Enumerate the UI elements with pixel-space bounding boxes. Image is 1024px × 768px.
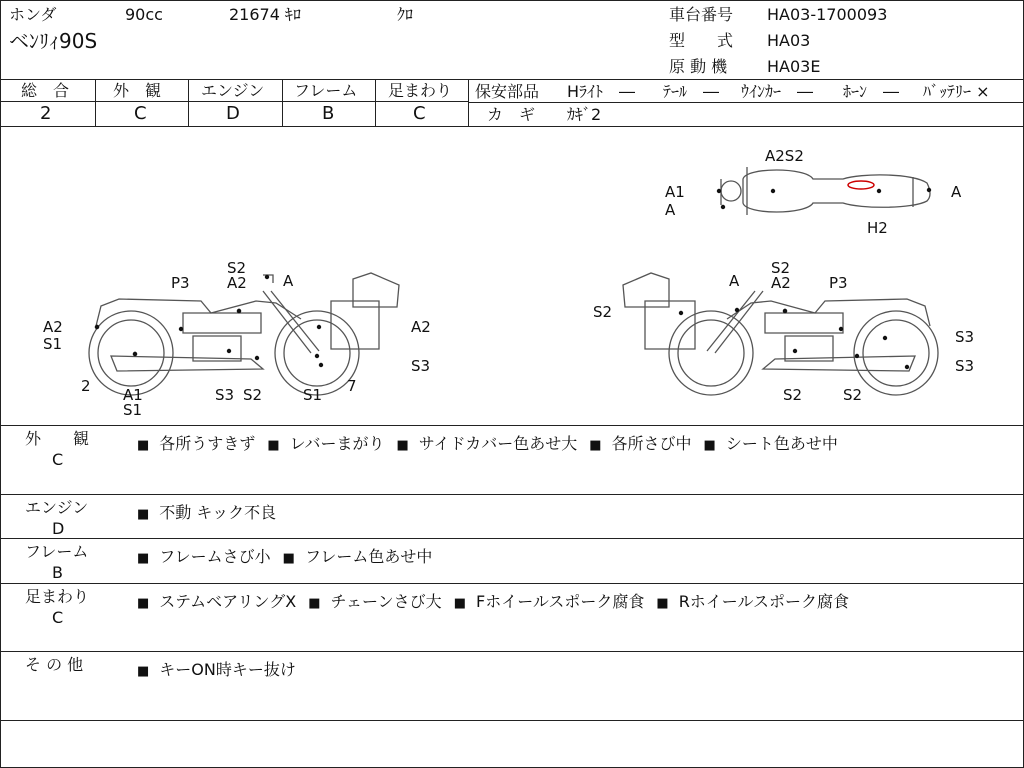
rule-ratings-mid xyxy=(1,101,469,102)
diagram-point-marker xyxy=(319,363,323,367)
note-items xyxy=(137,657,308,680)
rating-value-frame: B xyxy=(322,103,335,124)
diagram-point-marker xyxy=(839,327,843,331)
diagram-label-top: H2 xyxy=(867,219,888,237)
note-category: 足まわり xyxy=(25,587,90,606)
bullet-icon: ■ xyxy=(453,596,466,611)
note-items xyxy=(137,500,288,523)
note-item: サイドカバー色あせ大 xyxy=(418,434,578,453)
note-item: ステムベアリングX xyxy=(159,592,297,611)
diagram-label-right: S2 xyxy=(783,386,803,404)
diagram-label-right: A xyxy=(729,272,740,290)
diagram-label-left: S3 xyxy=(215,386,235,404)
diagram-point-marker xyxy=(227,349,231,353)
diagram-label-right: S3 xyxy=(955,357,975,375)
note-items xyxy=(137,589,861,612)
engine-label: 原 動 機 xyxy=(669,57,728,76)
safety-winker: ｳｲﾝｶｰ ― xyxy=(741,82,814,101)
diagram-label-top: A xyxy=(951,183,962,201)
diagram-label-right: A2 xyxy=(771,274,791,292)
diagram-point-marker xyxy=(793,349,797,353)
rating-label-engine: エンジン xyxy=(201,81,265,100)
diagram-point-marker xyxy=(237,309,241,313)
diagram-label-left: A1 xyxy=(123,386,143,404)
diagram-labels xyxy=(43,147,974,419)
diagram-label-left: P3 xyxy=(171,274,190,292)
diagram-label-left: S2 xyxy=(227,259,247,277)
diagram-label-left: 7 xyxy=(347,377,357,395)
diagram-point-marker xyxy=(179,327,183,331)
diagram-point-marker xyxy=(783,309,787,313)
rule-notes-1 xyxy=(1,494,1024,495)
diagram-label-right: P3 xyxy=(829,274,848,292)
rule-col-2 xyxy=(188,79,189,126)
note-grade: D xyxy=(52,519,65,538)
note-item: シート色あせ中 xyxy=(725,434,838,453)
diagram-point-marker xyxy=(877,189,881,193)
diagram-point-marker xyxy=(717,189,721,193)
displacement: 90cc xyxy=(125,5,163,24)
note-item: 各所うすきず xyxy=(159,434,256,453)
rule-safety-mid xyxy=(469,102,1024,103)
bullet-icon: ■ xyxy=(137,664,150,679)
diagram-label-top: A xyxy=(665,201,676,219)
note-category: そ の 他 xyxy=(25,655,84,674)
diagram-point-marker xyxy=(883,336,887,340)
diagram-label-right: S2 xyxy=(771,259,791,277)
diagram-point-marker xyxy=(255,356,259,360)
color: ｸﾛ xyxy=(397,5,414,24)
safety-horn: ﾎｰﾝ ― xyxy=(843,82,900,101)
diagram-point-marker xyxy=(771,189,775,193)
note-item: Rホイールスポーク腐食 xyxy=(678,592,850,611)
note-item: キーON時キー抜け xyxy=(159,660,296,679)
rule-notes-3 xyxy=(1,583,1024,584)
diagram-label-top: A1 xyxy=(665,183,685,201)
note-item: フレームさび小 xyxy=(159,547,271,566)
diagram-label-right: S3 xyxy=(955,328,975,346)
diagram-point-marker xyxy=(317,325,321,329)
engine-value: HA03E xyxy=(767,57,821,76)
rule-ratings-bottom xyxy=(1,126,1024,127)
mileage: 21674 ｷﾛ xyxy=(229,5,301,24)
note-item: フレーム色あせ中 xyxy=(304,547,433,566)
rule-col-5 xyxy=(468,79,469,126)
rule-notes-4 xyxy=(1,651,1024,652)
diagram-point-marker xyxy=(133,352,137,356)
rule-col-1 xyxy=(95,79,96,126)
note-item: 各所さび中 xyxy=(611,434,692,453)
type-label: 型 式 xyxy=(669,31,734,50)
rating-label-exterior: 外 観 xyxy=(113,81,162,100)
rule-notes-2 xyxy=(1,538,1024,539)
rating-value-suspension: C xyxy=(413,103,426,124)
note-grade: C xyxy=(52,608,64,627)
key-label: カ ギ xyxy=(487,105,536,124)
note-category: エンジン xyxy=(25,498,89,517)
bullet-icon: ■ xyxy=(137,596,150,611)
rating-label-frame: フレーム xyxy=(294,81,358,100)
diagram-label-right: S2 xyxy=(593,303,613,321)
diagram-point-marker xyxy=(679,311,683,315)
bullet-icon: ■ xyxy=(137,507,150,522)
note-category: 外 観 xyxy=(25,429,90,448)
diagram-label-left: S1 xyxy=(123,401,143,419)
note-items xyxy=(137,431,850,454)
maker: ホンダ xyxy=(9,5,57,24)
diagram-label-left: S1 xyxy=(43,335,63,353)
rule-top xyxy=(1,79,1024,80)
note-item: レバーまがり xyxy=(289,434,385,453)
rule-notes-5 xyxy=(1,720,1024,721)
type-value: HA03 xyxy=(767,31,811,50)
note-item: チェーンさび大 xyxy=(330,592,442,611)
rule-diagram-bottom xyxy=(1,425,1024,426)
bullet-icon: ■ xyxy=(267,438,280,453)
frame-no-label: 車台番号 xyxy=(669,5,734,24)
diagram-point-marker xyxy=(315,354,319,358)
rating-value-engine: D xyxy=(226,103,240,124)
note-items xyxy=(137,544,444,567)
diagram-label-left: S2 xyxy=(243,386,263,404)
diagram-point-marker xyxy=(265,275,269,279)
rule-col-4 xyxy=(375,79,376,126)
diagram-point-marker xyxy=(95,325,99,329)
rule-col-3 xyxy=(282,79,283,126)
safety-headlight: Hﾗｲﾄ ― xyxy=(567,82,636,101)
damage-diagram xyxy=(1,129,1024,425)
diagram-label-right: S2 xyxy=(843,386,863,404)
key-value: ｶｷﾞ2 xyxy=(567,105,602,124)
bullet-icon: ■ xyxy=(137,551,150,566)
rating-value-total: 2 xyxy=(40,103,52,124)
bullet-icon: ■ xyxy=(308,596,321,611)
note-category: フレーム xyxy=(25,542,89,561)
diagram-point-marker xyxy=(721,205,725,209)
note-item: 不動 キック不良 xyxy=(159,503,277,522)
note-item: Fホイールスポーク腐食 xyxy=(475,592,645,611)
diagram-label-top: A2S2 xyxy=(765,147,804,165)
rating-label-suspension: 足まわり xyxy=(388,81,453,100)
bullet-icon: ■ xyxy=(137,438,150,453)
diagram-label-left: A2 xyxy=(411,318,431,336)
diagram-point-marker xyxy=(735,308,739,312)
note-grade: B xyxy=(52,563,63,582)
diagram-label-left: S1 xyxy=(303,386,323,404)
safety-battery: ﾊﾞｯﾃﾘｰ × xyxy=(923,82,990,101)
diagram-point-marker xyxy=(905,365,909,369)
bullet-icon: ■ xyxy=(656,596,669,611)
diagram-label-left: A xyxy=(283,272,294,290)
safety-label: 保安部品 xyxy=(475,82,540,101)
motorcycle-top-view xyxy=(721,167,930,215)
diagram-label-left: S3 xyxy=(411,357,431,375)
safety-tail: ﾃｰﾙ ― xyxy=(663,82,720,101)
diagram-label-left: A2 xyxy=(227,274,247,292)
diagram-point-marker xyxy=(855,354,859,358)
frame-no: HA03-1700093 xyxy=(767,5,888,24)
model-name: ベﾝﾘｨ90S xyxy=(9,29,98,53)
damage-marker-red xyxy=(848,181,874,189)
diagram-label-left: 2 xyxy=(81,377,91,395)
diagram-label-left: A2 xyxy=(43,318,63,336)
note-grade: C xyxy=(52,450,64,469)
bullet-icon: ■ xyxy=(282,551,295,566)
bullet-icon: ■ xyxy=(589,438,602,453)
bullet-icon: ■ xyxy=(396,438,409,453)
rating-label-total: 総 合 xyxy=(21,81,70,100)
bullet-icon: ■ xyxy=(703,438,716,453)
rating-value-exterior: C xyxy=(134,103,147,124)
diagram-point-marker xyxy=(927,188,931,192)
